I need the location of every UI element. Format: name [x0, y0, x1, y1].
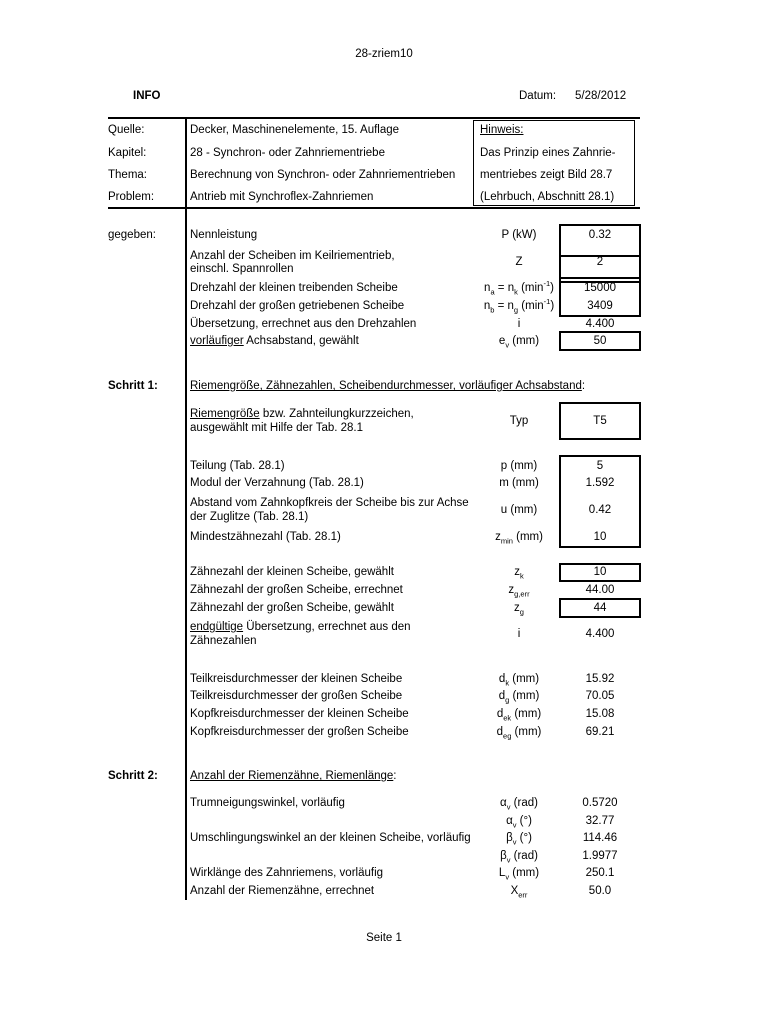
nennleistung-desc: Nennleistung: [190, 229, 258, 241]
zk-desc: Zähnezahl der kleinen Scheibe, gewählt: [190, 566, 394, 578]
zgerr-sym: $z_{g,err}$: [508, 584, 530, 599]
drehzahl-klein-value[interactable]: 15000: [584, 282, 616, 294]
quelle-label: Quelle:: [108, 124, 145, 136]
datum-label: Datum:: [519, 90, 557, 102]
umschl-rad-value: 1.9977: [582, 850, 618, 862]
uebersetzung-desc: Übersetzung, errechnet aus den Drehzahlen: [190, 318, 417, 330]
schritt2-heading: Anzahl der Riemenzähne, Riemenlänge:: [190, 770, 397, 782]
problem-label: Problem:: [108, 191, 155, 203]
info-top-border: [108, 117, 640, 119]
dek-desc: Kopfkreisdurchmesser der kleinen Scheibe: [190, 708, 409, 720]
hinweis-title: Hinweis:: [480, 124, 524, 136]
xerr-desc: Anzahl der Riemenzähne, errechnet: [190, 885, 375, 897]
riemengroesse-desc-2: ausgewählt mit Hilfe der Tab. 28.1: [190, 422, 364, 434]
riemengroesse-sym: Typ: [509, 415, 529, 427]
dk-sym: $d_k$ (mm): [498, 673, 540, 688]
problem-value: Antrieb mit Synchroflex-Zahnriemen: [190, 191, 374, 203]
anzahl-desc-2: einschl. Spannrollen: [190, 263, 294, 275]
dg-sym: $d_g$ (mm): [498, 690, 540, 705]
deg-desc: Kopfkreisdurchmesser der großen Scheibe: [190, 726, 409, 738]
dg-value: 70.05: [585, 690, 615, 702]
abstand-desc-1: Abstand vom Zahnkopfkreis der Scheibe bis zur Achse: [190, 497, 469, 509]
drehzahl-gross-value[interactable]: 3409: [587, 300, 613, 312]
info-title: INFO: [133, 90, 161, 102]
mindest-desc: Mindestzähnezahl (Tab. 28.1): [190, 531, 341, 543]
zgerr-value: 44.00: [585, 584, 615, 596]
trum-sym: $\alpha_v$ (rad): [500, 797, 538, 812]
modul-desc: Modul der Verzahnung (Tab. 28.1): [190, 477, 364, 489]
info-bottom-border: [108, 207, 640, 209]
drehzahl-klein-desc: Drehzahl der kleinen treibenden Scheibe: [190, 282, 398, 294]
endg-sym: i: [517, 628, 521, 640]
umschl-rad-sym: $\beta_v$ (rad): [500, 850, 538, 865]
trum-deg-sym: $\alpha_v$ (°): [506, 815, 532, 830]
achsabstand-sym: $e_v$ (mm): [498, 335, 540, 350]
abstand-sym: u (mm): [500, 504, 538, 516]
drehzahl-klein-sym: $n_a = n_k$ $(\min^{-1})$: [484, 279, 554, 297]
dek-value: 15.08: [585, 708, 615, 720]
riemengroesse-desc-1: Riemengröße bzw. Zahnteilungkurzzeichen,: [190, 408, 414, 420]
page-footer: Seite 1: [366, 932, 402, 944]
dk-desc: Teilkreisdurchmesser der kleinen Scheibe: [190, 673, 403, 685]
uebersetzung-value: 4.400: [585, 318, 615, 330]
anzahl-desc-1: Anzahl der Scheiben im Keilriementrieb,: [190, 250, 395, 262]
mindest-value[interactable]: 10: [593, 531, 607, 543]
zg-sym: $z_g$: [514, 602, 524, 617]
abstand-desc-2: der Zuglitze (Tab. 28.1): [190, 511, 309, 523]
teilung-value[interactable]: 5: [596, 460, 604, 472]
teilung-sym: p (mm): [500, 460, 538, 472]
anzahl-sym: Z: [515, 256, 523, 268]
umschl-value: 114.46: [582, 832, 618, 844]
zk-sym: $z_k$: [514, 566, 524, 581]
achsabstand-desc: vorläufiger Achsabstand, gewählt: [190, 335, 359, 347]
teilung-desc: Teilung (Tab. 28.1): [190, 460, 285, 472]
modul-value[interactable]: 1.592: [585, 477, 615, 489]
left-column-divider: [185, 117, 187, 900]
gegeben-label: gegeben:: [108, 229, 156, 241]
anzahl-value[interactable]: 2: [596, 256, 604, 268]
nennleistung-value[interactable]: 0.32: [588, 229, 612, 241]
thema-value: Berechnung von Synchron- oder Zahnriementrieben: [190, 169, 456, 181]
page-header: 28-zriem10: [355, 48, 413, 60]
hinweis-line3: (Lehrbuch, Abschnitt 28.1): [480, 191, 615, 203]
umschl-desc: Umschlingungswinkel an der kleinen Scheibe, vorläufig: [190, 832, 471, 844]
endg-desc-1: endgültige Übersetzung, errechnet aus den: [190, 621, 411, 633]
dg-desc: Teilkreisdurchmesser der großen Scheibe: [190, 690, 403, 702]
hinweis-line1: Das Prinzip eines Zahnrie-: [480, 147, 616, 159]
dek-sym: $d_{ek}$ (mm): [496, 708, 542, 723]
modul-sym: m (mm): [499, 477, 539, 489]
abstand-value[interactable]: 0.42: [588, 504, 612, 516]
endg-value: 4.400: [585, 628, 615, 640]
zg-value[interactable]: 44: [593, 602, 607, 614]
schritt1-heading: Riemengröße, Zähnezahlen, Scheibendurchmesser, vorläufiger Achsabstand:: [190, 380, 586, 392]
trum-value: 0.5720: [582, 797, 618, 809]
thema-label: Thema:: [108, 169, 147, 181]
zk-value[interactable]: 10: [593, 566, 607, 578]
schritt1-label: Schritt 1:: [108, 380, 158, 392]
achsabstand-value[interactable]: 50: [593, 335, 607, 347]
quelle-value: Decker, Maschinenelemente, 15. Auflage: [190, 124, 400, 136]
wirk-value: 250.1: [585, 867, 615, 879]
umschl-sym: $\beta_v$ (°): [506, 832, 532, 847]
zg-desc: Zähnezahl der großen Scheibe, gewählt: [190, 602, 394, 614]
riemengroesse-value[interactable]: T5: [593, 415, 607, 427]
nennleistung-sym: P (kW): [501, 229, 537, 241]
uebersetzung-sym: i: [517, 318, 521, 330]
wirk-desc: Wirklänge des Zahnriemens, vorläufig: [190, 867, 384, 879]
dk-value: 15.92: [585, 673, 615, 685]
datum-value: 5/28/2012: [575, 90, 627, 102]
xerr-sym: $X_{err}$: [510, 885, 528, 900]
deg-sym: $d_{eg}$ (mm): [496, 726, 542, 741]
endg-desc-2: Zähnezahlen: [190, 635, 257, 647]
xerr-value: 50.0: [588, 885, 612, 897]
trum-deg-value: 32.77: [585, 815, 615, 827]
drehzahl-gross-desc: Drehzahl der großen getriebenen Scheibe: [190, 300, 405, 312]
mindest-sym: $z_{min}$ (mm): [495, 531, 543, 546]
trum-desc: Trumneigungswinkel, vorläufig: [190, 797, 345, 809]
hinweis-line2: mentriebes zeigt Bild 28.7: [480, 169, 613, 181]
kapitel-label: Kapitel:: [108, 147, 147, 159]
schritt2-label: Schritt 2:: [108, 770, 158, 782]
drehzahl-gross-sym: $n_b = n_g$ $(\min^{-1})$: [483, 297, 555, 315]
kapitel-value: 28 - Synchron- oder Zahnriementriebe: [190, 147, 385, 159]
deg-value: 69.21: [585, 726, 615, 738]
wirk-sym: $L_v$ (mm): [498, 867, 540, 882]
zgerr-desc: Zähnezahl der großen Scheibe, errechnet: [190, 584, 403, 596]
